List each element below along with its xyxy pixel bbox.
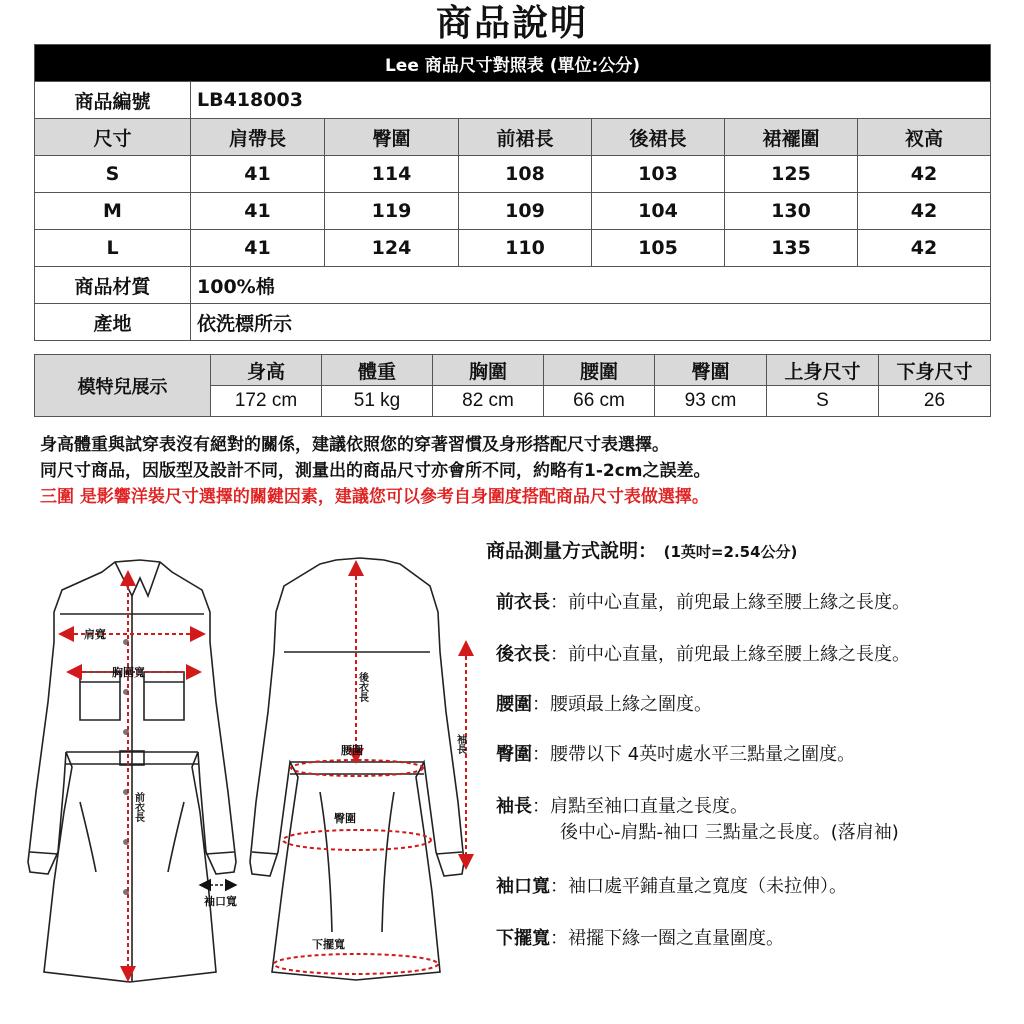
- front-dress-drawing: [28, 560, 236, 982]
- column-header: 前裙長: [459, 119, 592, 156]
- table-row: [35, 230, 991, 267]
- model-value: 66 cm: [544, 386, 655, 417]
- note-line-red: 三圍 是影響洋裝尺寸選擇的關鍵因素，建議您可以參考自身圍度搭配商品尺寸表做選擇。: [40, 487, 709, 507]
- table-cell: 135: [725, 230, 858, 267]
- model-header: 胸圍: [433, 355, 544, 386]
- chest-label: 胸圍寬: [112, 666, 145, 679]
- table-cell: 114: [325, 156, 459, 193]
- table-cell: 105: [592, 230, 725, 267]
- note-line: 身高體重與試穿表沒有絕對的關係，建議依照您的穿著習慣及身形搭配尺寸表選擇。: [40, 435, 669, 455]
- garment-diagram: [20, 552, 480, 992]
- table-row: [35, 156, 991, 193]
- measure-key: 袖口寬: [496, 876, 550, 897]
- table-row: [35, 193, 991, 230]
- model-table: [34, 354, 991, 417]
- model-header: 腰圍: [544, 355, 655, 386]
- measurement-guide: [486, 536, 1006, 949]
- table-cell: 42: [858, 193, 991, 230]
- column-header: 後裙長: [592, 119, 725, 156]
- model-label: 模特兒展示: [35, 355, 211, 417]
- sleeve-label: 袖長: [454, 734, 466, 754]
- table-cell: 41: [191, 156, 325, 193]
- model-value: 26: [879, 386, 991, 417]
- origin-value: 依洗標所示: [191, 304, 991, 341]
- table-cell: 42: [858, 230, 991, 267]
- size-chart-banner: Lee 商品尺寸對照表 (單位:公分): [35, 45, 991, 82]
- measure-text: ：袖口處平鋪直量之寬度（未拉伸）。: [550, 876, 847, 897]
- table-cell: 124: [325, 230, 459, 267]
- page-title: 商品說明: [435, 3, 588, 44]
- measure-text: ：肩點至袖口直量之長度。: [532, 796, 748, 817]
- measure-key: 腰圍: [496, 694, 532, 715]
- model-value: S: [767, 386, 879, 417]
- front-length-label: 前衣長: [132, 792, 144, 822]
- measure-key: 臀圍: [496, 744, 532, 765]
- hem-label: 下擺寬: [312, 938, 345, 951]
- measure-text: ：前中心直量，前兜最上緣至腰上緣之長度。: [550, 592, 910, 613]
- table-cell: 41: [191, 230, 325, 267]
- size-chart-banner-row: [35, 45, 991, 82]
- model-value: 93 cm: [655, 386, 767, 417]
- measure-text: ：腰帶以下 4英吋處水平三點量之圍度。: [532, 744, 856, 765]
- product-code-label: 商品編號: [35, 82, 191, 119]
- table-cell: 109: [459, 193, 592, 230]
- origin-row: [35, 304, 991, 341]
- size-header-label: 尺寸: [35, 119, 191, 156]
- table-cell: 125: [725, 156, 858, 193]
- origin-label: 產地: [35, 304, 191, 341]
- measurement-guide-heading: 商品測量方式說明：: [486, 540, 658, 562]
- model-value: 172 cm: [211, 386, 322, 417]
- product-code-row: [35, 82, 991, 119]
- measure-item: [496, 794, 899, 846]
- measure-text-2: 後中心-肩點-袖口 三點量之長度。(落肩袖): [560, 822, 899, 843]
- material-value: 100%棉: [191, 267, 991, 304]
- measure-item: [496, 874, 847, 900]
- size-label: L: [35, 230, 191, 267]
- table-cell: 130: [725, 193, 858, 230]
- product-code-value: LB418003: [191, 82, 991, 119]
- model-value: 82 cm: [433, 386, 544, 417]
- size-chart-table: [34, 44, 991, 341]
- table-cell: 110: [459, 230, 592, 267]
- size-header-row: [35, 119, 991, 156]
- table-cell: 108: [459, 156, 592, 193]
- unit-note: (1英吋=2.54公分): [663, 543, 798, 561]
- column-header: 衩高: [858, 119, 991, 156]
- measure-item: [496, 926, 784, 952]
- model-header: 臀圍: [655, 355, 767, 386]
- measure-key: 前衣長: [496, 592, 550, 613]
- table-cell: 103: [592, 156, 725, 193]
- table-cell: 41: [191, 193, 325, 230]
- table-cell: 119: [325, 193, 459, 230]
- measure-item: [496, 642, 910, 668]
- waist-label: 腰圍: [341, 744, 363, 757]
- cuff-label: 袖口寬: [204, 895, 237, 908]
- hip-label: 臀圍: [334, 812, 356, 825]
- material-row: [35, 267, 991, 304]
- measure-text: ：裙擺下緣一圈之直量圍度。: [550, 928, 784, 949]
- note-line: 同尺寸商品，因版型及設計不同，測量出的商品尺寸亦會所不同，約略有1-2cm之誤差。: [40, 461, 711, 481]
- column-header: 肩帶長: [191, 119, 325, 156]
- measurement-guide-title: [486, 536, 1006, 563]
- measure-key: 袖長: [496, 796, 532, 817]
- measure-item: [496, 590, 910, 616]
- size-label: S: [35, 156, 191, 193]
- measure-item: [496, 692, 712, 718]
- model-header: 下身尺寸: [879, 355, 991, 386]
- model-value: 51 kg: [322, 386, 433, 417]
- column-header: 裙襬圍: [725, 119, 858, 156]
- measure-text: ：前中心直量，前兜最上緣至腰上緣之長度。: [550, 644, 910, 665]
- size-notes: [40, 432, 1000, 510]
- model-header-row: [35, 355, 991, 386]
- column-header: 臀圍: [325, 119, 459, 156]
- table-cell: 104: [592, 193, 725, 230]
- measure-key: 後衣長: [496, 644, 550, 665]
- shoulder-label: 肩寬: [84, 628, 106, 641]
- measure-text: ：腰頭最上緣之圍度。: [532, 694, 712, 715]
- size-label: M: [35, 193, 191, 230]
- model-header: 上身尺寸: [767, 355, 879, 386]
- table-cell: 42: [858, 156, 991, 193]
- model-header: 身高: [211, 355, 322, 386]
- measure-key: 下擺寬: [496, 928, 550, 949]
- measure-item: [496, 742, 855, 768]
- back-length-label: 後衣長: [356, 672, 368, 702]
- model-header: 體重: [322, 355, 433, 386]
- material-label: 商品材質: [35, 267, 191, 304]
